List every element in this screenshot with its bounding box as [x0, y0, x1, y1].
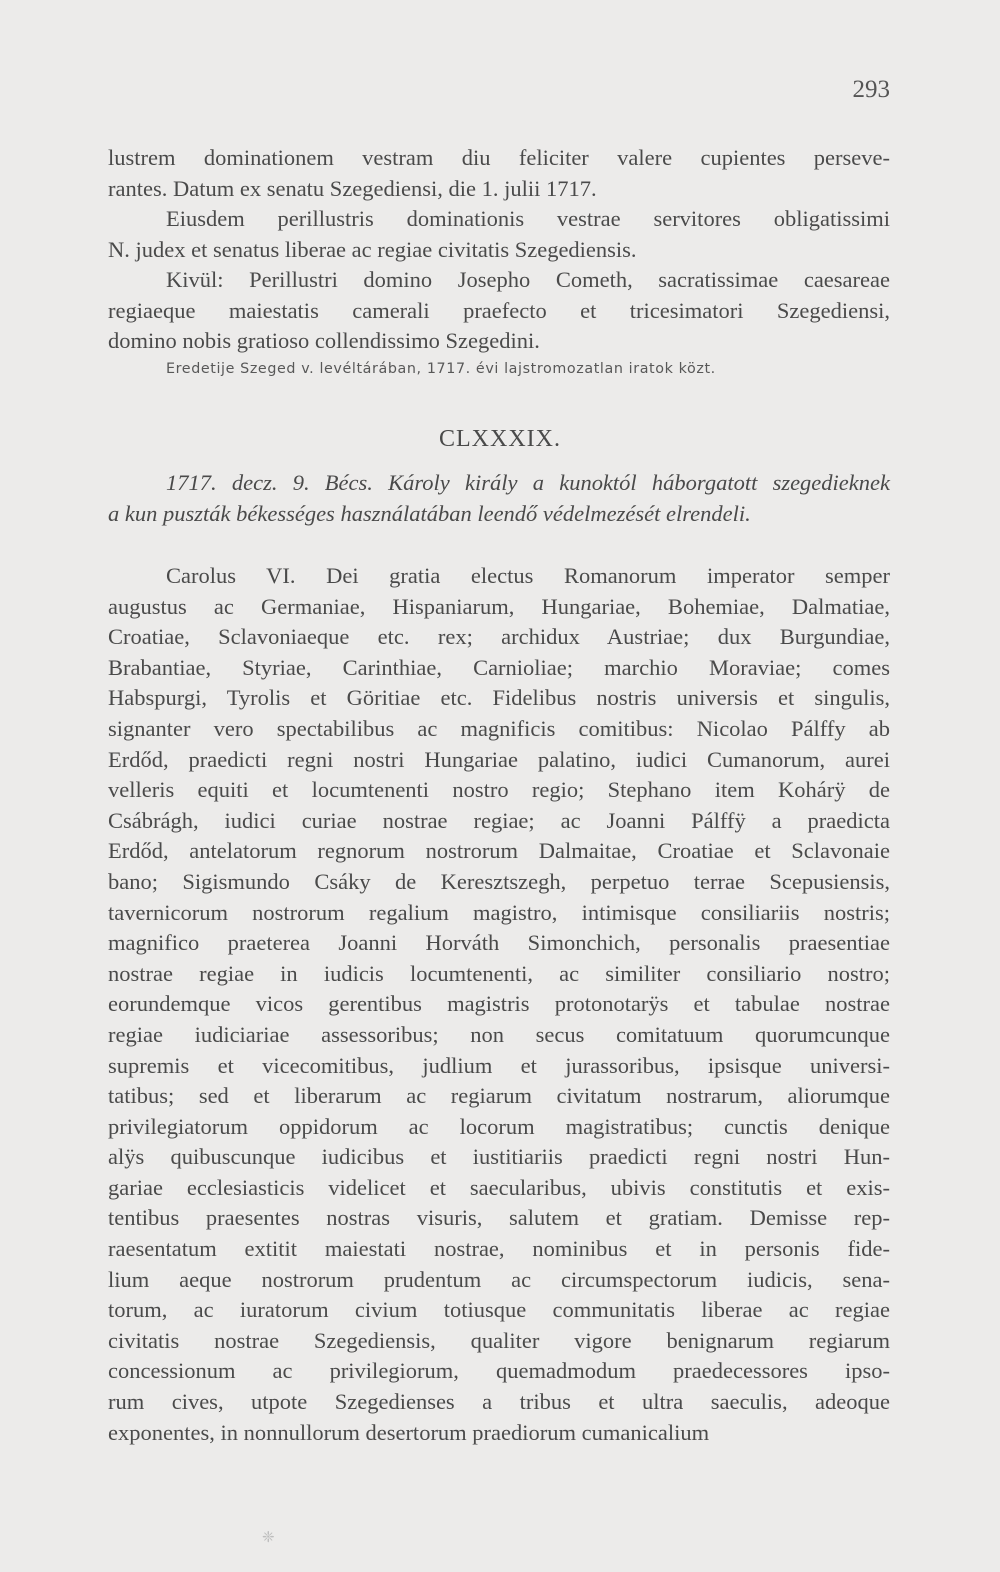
text-line: gariae ecclesiasticis videlicet et saecularibus, ubivis constitutis et exis-: [108, 1174, 890, 1200]
text-line: raesentatum extitit maiestati nostrae, nominibus et in personis fide-: [108, 1236, 890, 1262]
text-line: Erdőd, antelatorum regnorum nostrorum Dalmaitae, Croatiae et Sclavonaie: [108, 838, 890, 864]
source-note-block: [166, 361, 890, 377]
text-line: regiae iudiciariae assessoribus; non secus comitatuum quorumcunque: [108, 1021, 890, 1047]
text-line: augustus ac Germaniae, Hispaniarum, Hungariae, Bohemiae, Dalmatiae,: [108, 593, 890, 619]
address-paragraph: [108, 265, 890, 357]
text-line: privilegiatorum oppidorum ac locorum magistratibus; cunctis denique: [108, 1113, 890, 1139]
text-line: Croatiae, Sclavoniaeque etc. rex; archidux Austriae; dux Burgundiae,: [108, 624, 890, 650]
text-line: torum, ac iuratorum civium totiusque communitatis liberae ac regiae: [108, 1297, 890, 1323]
document-heading: CLXXXIX.: [439, 426, 561, 452]
source-note: Eredetije Szeged v. levéltárában, 1717. évi lajstromozatlan iratok közt.: [166, 361, 716, 377]
text-line: concessionum ac privilegiorum, quemadmodum praedecessores ipso-: [108, 1358, 890, 1384]
text-line: a kun puszták békességes használatában leendő védelmezését elrendeli.: [108, 500, 751, 526]
text-line: lium aeque nostrorum prudentum ac circumspectorum iudicis, sena-: [108, 1266, 890, 1292]
text-line: rum cives, utpote Szegedienses a tribus et ultra saeculis, adeoque: [108, 1389, 890, 1415]
page-number: 293: [852, 76, 890, 103]
text-line: civitatis nostrae Szegediensis, qualiter vigore benignarum regiarum: [108, 1327, 890, 1353]
text-line: eorundemque vicos gerentibus magistris protonotarÿs et tabulae nostrae: [108, 991, 890, 1017]
text-line: regiaeque maiestatis camerali praefecto et tricesimatori Szegediensi,: [108, 297, 890, 323]
text-line: N. judex et senatus liberae ac regiae civitatis Szegediensis.: [108, 236, 637, 262]
text-line: Erdőd, praedicti regni nostri Hungariae palatino, iudici Cumanorum, aurei: [108, 746, 890, 772]
document-summary: [108, 468, 890, 529]
text-line: tentibus praesentes nostras visuris, salutem et gratiam. Demisse rep-: [108, 1205, 890, 1231]
printer-ornament: ❈: [262, 1530, 275, 1546]
text-line: Habspurgi, Tyrolis et Göritiae etc. Fidelibus nostris universis et singulis,: [108, 685, 890, 711]
text-line: Kivül: Perillustri domino Josepho Cometh, sacratissimae caesareae: [166, 267, 890, 292]
signature-paragraph: [108, 204, 890, 265]
text-line: lustrem dominationem vestram diu feliciter valere cupientes perseve-: [108, 145, 890, 170]
text-line: 1717. decz. 9. Bécs. Károly király a kunoktól háborgatott szegedieknek: [166, 470, 890, 495]
text-line: domino nobis gratioso collendissimo Szegedini.: [108, 328, 540, 354]
text-line: tatibus; sed et liberarum ac regiarum civitatum nostrarum, aliorumque: [108, 1083, 890, 1109]
text-line: Brabantiae, Styriae, Carinthiae, Carnioliae; marchio Moraviae; comes: [108, 654, 890, 680]
text-line: tavernicorum nostrorum regalium magistro, intimisque consiliariis nostris;: [108, 899, 890, 925]
text-line: supremis et vicecomitibus, judlium et jurassoribus, ipsisque universi-: [108, 1052, 890, 1078]
text-line: exponentes, in nonnullorum desertorum praediorum cumanicalium: [108, 1419, 710, 1445]
text-line: signanter vero spectabilibus ac magnificis comitibus: Nicolao Pálffy ab: [108, 715, 890, 741]
text-line: Csábrágh, iudici curiae nostrae regiae; ac Joanni Pálffÿ a praedicta: [108, 807, 890, 833]
closing-paragraph: [108, 143, 890, 204]
text-line: nostrae regiae in iudicis locumtenenti, ac similiter consiliario nostro;: [108, 960, 890, 986]
text-line: velleris equiti et locumtenenti nostro regio; Stephano item Kohárÿ de: [108, 777, 890, 803]
text-line: Eiusdem perillustris dominationis vestrae servitores obligatissimi: [166, 206, 890, 231]
text-line: magnifico praeterea Joanni Horváth Simonchich, personalis praesentiae: [108, 930, 890, 956]
text-line: bano; Sigismundo Csáky de Keresztszegh, perpetuo terrae Scepusiensis,: [108, 868, 890, 894]
text-line: alÿs quibuscunque iudicibus et iustitiariis praedicti regni nostri Hun-: [108, 1144, 890, 1170]
text-line: rantes. Datum ex senatu Szegediensi, die 1. julii 1717.: [108, 175, 597, 201]
document-body: [108, 561, 890, 1448]
text-line: Carolus VI. Dei gratia electus Romanorum imperator semper: [166, 563, 890, 588]
